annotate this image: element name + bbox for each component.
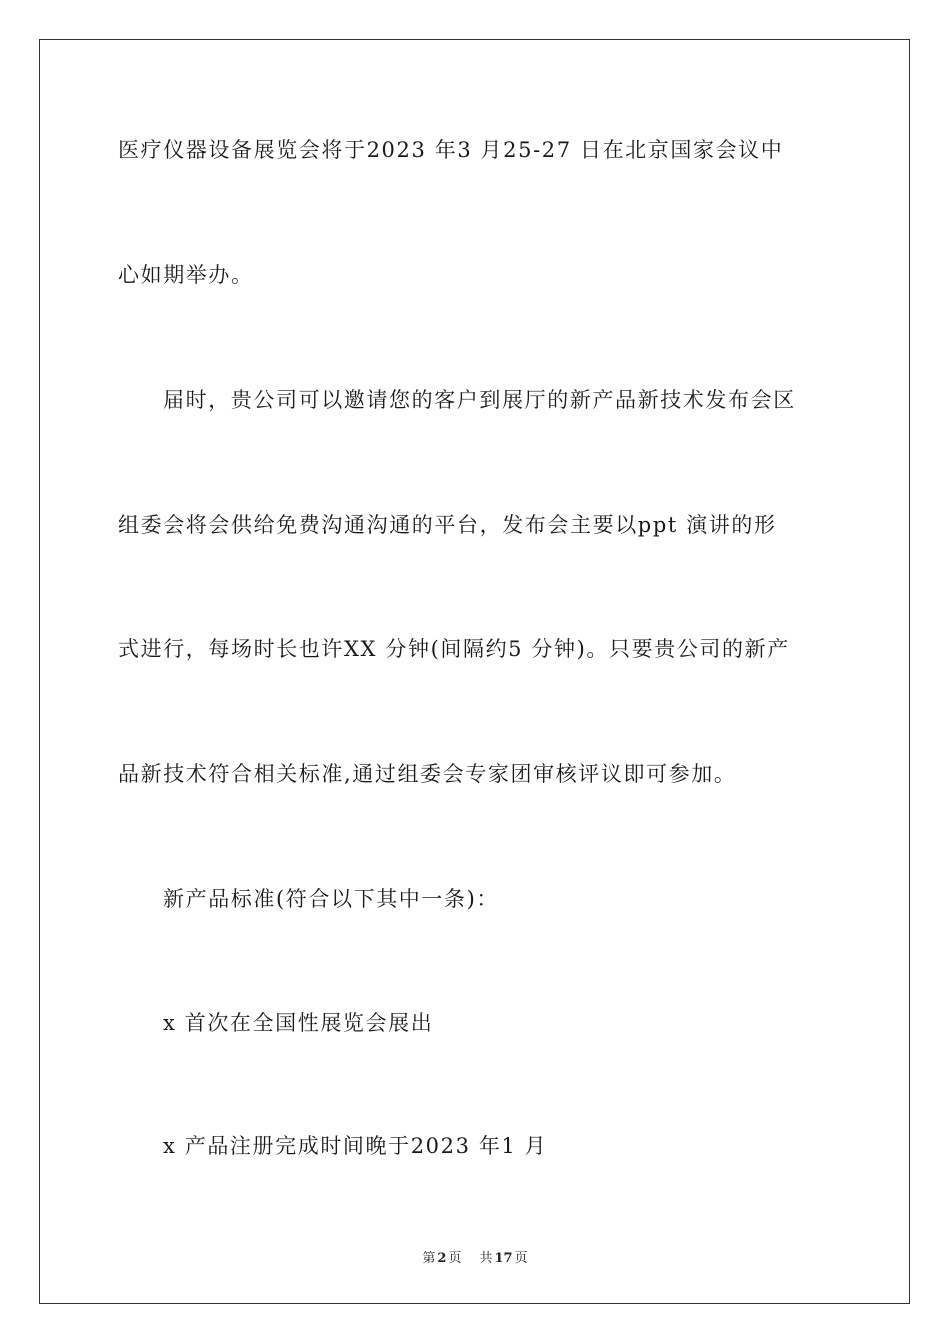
footer-page-total: 17 (494, 1251, 513, 1266)
body-text-line: 品新技术符合相关标准,通过组委会专家团审核评议即可参加。 (118, 762, 737, 786)
list-item: x 首次在全国性展览会展出 (163, 1011, 434, 1035)
body-text-line: 心如期举办。 (118, 263, 254, 287)
list-item: x 产品注册完成时间晚于2023 年1 月 (163, 1134, 548, 1158)
section-heading: 新产品标准(符合以下其中一条)： (163, 887, 499, 911)
footer-page-suffix: 页 (448, 1251, 462, 1266)
body-text-line: 式进行，每场时长也许XX 分钟(间隔约5 分钟)。只要贵公司的新产 (118, 637, 790, 661)
page-footer (0, 1247, 950, 1266)
body-text-line: 组委会将会供给免费沟通沟通的平台，发布会主要以ppt 演讲的形 (118, 513, 777, 537)
body-text-line: 医疗仪器设备展览会将于2023 年3 月25-27 日在北京国家会议中 (118, 138, 784, 162)
footer-page-current: 2 (437, 1251, 447, 1266)
body-text-line: 届时，贵公司可以邀请您的客户到展厅的新产品新技术发布会区 (163, 388, 796, 412)
footer-total-suffix: 页 (514, 1251, 528, 1266)
footer-page-prefix: 第 (422, 1251, 436, 1266)
footer-total-prefix: 共 (479, 1251, 493, 1266)
page-border (39, 39, 910, 1304)
